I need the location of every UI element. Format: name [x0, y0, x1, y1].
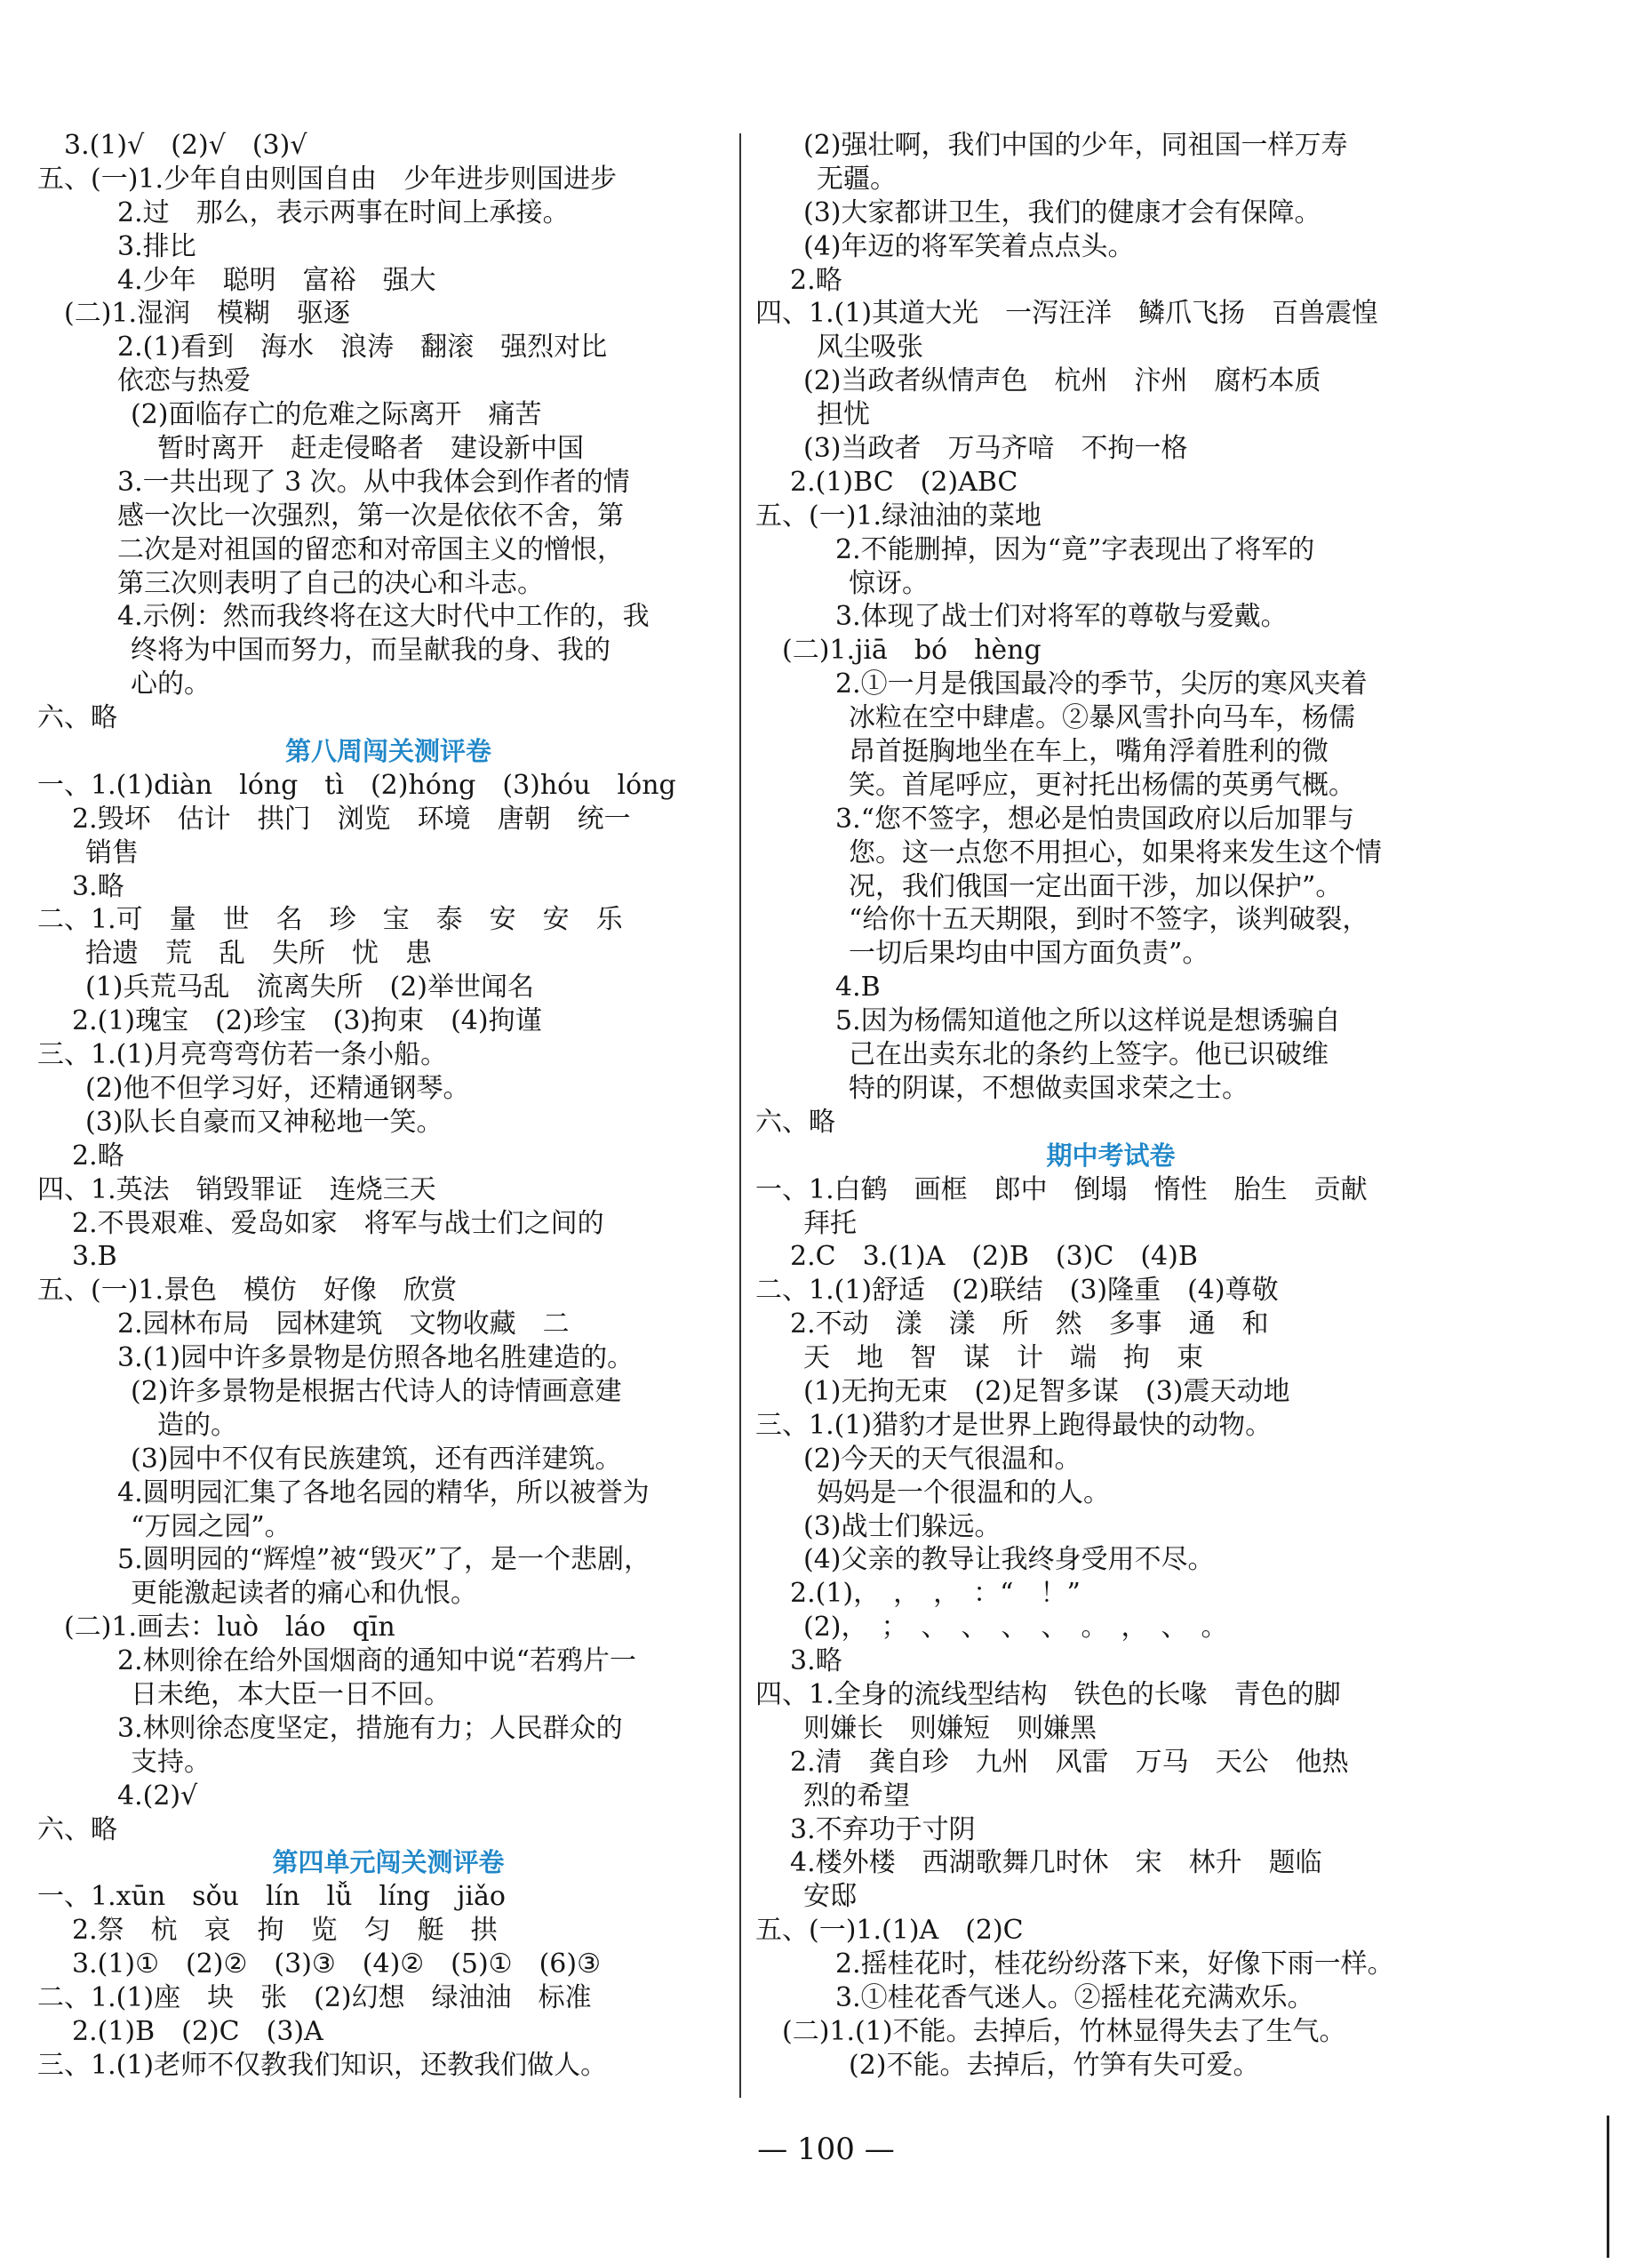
answer-line: 2.略 [72, 1140, 124, 1172]
answer-line: 3.体现了战士们对将军的尊敬与爱戴。 [835, 601, 1288, 633]
answer-line: 四、1.全身的流线型结构 铁色的长喙 青色的脚 [755, 1678, 1341, 1710]
answer-line: 2.①一月是俄国最冷的季节，尖厉的寒风夹着 [835, 668, 1368, 700]
answer-line: (二)1.湿润 模糊 驱逐 [64, 298, 351, 330]
answer-line: 销售 [85, 836, 139, 868]
answer-line: “给你十五天期限，到时不签字，谈判破裂， [849, 904, 1369, 936]
answer-line: 五、(一)1.景色 模仿 好像 欣赏 [37, 1275, 458, 1307]
answer-line: (1)无拘无束 (2)足智多谋 (3)震天动地 [803, 1375, 1290, 1407]
answer-line: 则嫌长 则嫌短 则嫌黑 [803, 1712, 1097, 1744]
answer-line: 一、1.xūn sǒu lín lǚ líng jiǎo [37, 1881, 506, 1913]
answer-line: 2.(1)瑰宝 (2)珍宝 (3)拘束 (4)拘谨 [72, 1005, 542, 1037]
section-heading: 第四单元闯关测评卷 [272, 1847, 505, 1878]
answer-line: 风尘吸张 [817, 332, 923, 364]
answer-line: 感一次比一次强烈，第一次是依依不舍，第 [117, 500, 624, 532]
left-column [37, 129, 739, 2083]
answer-line: (3)大家都讲卫生，我们的健康才会有保障。 [803, 196, 1321, 228]
answer-line: (2)当政者纵情声色 杭州 汴州 腐朽本质 [803, 365, 1321, 397]
answer-line: 5.因为杨儒知道他之所以这样说是想诱骗自 [835, 1005, 1341, 1037]
answer-line: 4.示例：然而我终将在这大时代中工作的，我 [117, 601, 650, 633]
answer-line: 五、(一)1.(1)A (2)C [755, 1915, 1024, 1947]
answer-line: 2.C 3.(1)A (2)B (3)C (4)B [790, 1241, 1198, 1273]
answer-line: 六、略 [37, 1813, 117, 1845]
answer-line: 2.毁坏 估计 拱门 浏览 环境 唐朝 统一 [72, 803, 631, 835]
answer-line: 造的。 [157, 1409, 237, 1441]
answer-line: 2.过 那么，表示两事在时间上承接。 [117, 196, 570, 228]
answer-line: 第三次则表明了自己的决心和斗志。 [117, 567, 544, 599]
answer-line: 2.祭 杭 哀 拘 览 匀 艇 拱 [72, 1915, 498, 1947]
answer-line: (2)面临存亡的危难之际离开 痛苦 [131, 399, 542, 431]
answer-line: 2.清 龚自珍 九州 风雷 万马 天公 他热 [790, 1746, 1349, 1778]
answer-line: 3.一共出现了 3 次。从中我体会到作者的情 [117, 466, 630, 498]
answer-line: (3)战士们躲远。 [803, 1510, 1002, 1542]
answer-line: 特的阴谋，不想做卖国求荣之士。 [849, 1072, 1249, 1104]
answer-line: 惊讶。 [849, 567, 929, 599]
answer-line: 一切后果均由中国方面负责”。 [849, 938, 1209, 970]
answer-line: 三、1.(1)月亮弯弯仿若一条小船。 [37, 1039, 448, 1071]
answer-line: 二、1.可 量 世 名 珍 宝 泰 安 安 乐 [37, 904, 623, 936]
answer-line: 2.不能删掉，因为“竟”字表现出了将军的 [835, 533, 1315, 565]
answer-line: (3)当政者 万马齐喑 不拘一格 [803, 433, 1188, 465]
answer-line: 3.B [72, 1241, 117, 1273]
answer-line: 六、略 [755, 1106, 835, 1138]
section-heading: 期中考试卷 [1046, 1140, 1176, 1171]
answer-line: 拜托 [803, 1207, 857, 1239]
answer-line: 二次是对祖国的留恋和对帝国主义的憎恨， [117, 533, 624, 565]
answer-line: 暂时离开 赶走侵略者 建设新中国 [157, 433, 584, 465]
answer-line: (2)许多景物是根据古代诗人的诗情画意建 [131, 1375, 622, 1407]
answer-line: 心的。 [131, 668, 211, 700]
answer-line: 3.“您不签字，想必是怕贵国政府以后加罪与 [835, 803, 1354, 835]
answer-line: 您。这一点您不用担心，如果将来发生这个情 [849, 836, 1382, 868]
answer-line: 2.(1)看到 海水 浪涛 翻滚 强烈对比 [117, 332, 608, 364]
answer-line: 4.圆明园汇集了各地名园的精华，所以被誉为 [117, 1476, 650, 1508]
answer-line: 支持。 [131, 1746, 211, 1778]
answer-line: (二)1.画去：luò láo qīn [64, 1612, 395, 1644]
answer-line: 一、1.白鹤 画框 郎中 倒塌 惰性 胎生 贡献 [755, 1173, 1368, 1205]
answer-line: 3.不弃功于寸阴 [790, 1813, 976, 1845]
edge-mark [1607, 2116, 1609, 2258]
answer-line: 3.略 [790, 1645, 842, 1677]
answer-line: 2.不畏艰难、爱岛如家 将军与战士们之间的 [72, 1207, 604, 1239]
answer-line: 妈妈是一个很温和的人。 [817, 1476, 1110, 1508]
answer-line: 四、1.(1)其道大光 一泻汪洋 鳞爪飞扬 百兽震惶 [755, 298, 1379, 330]
answer-line: 五、(一)1.绿油油的菜地 [755, 500, 1042, 532]
answer-line: 三、1.(1)老师不仅教我们知识，还教我们做人。 [37, 2049, 608, 2081]
answer-line: 拾遗 荒 乱 失所 忧 患 [85, 938, 432, 970]
answer-line: 日未绝，本大臣一日不回。 [131, 1678, 451, 1710]
answer-line: (4)年迈的将军笑着点点头。 [803, 230, 1135, 262]
answer-line: “万园之园”。 [131, 1510, 291, 1542]
answer-line: 二、1.(1)舒适 (2)联结 (3)隆重 (4)尊敬 [755, 1275, 1279, 1307]
answer-line: 担忧 [817, 399, 870, 431]
answer-line: 3.排比 [117, 230, 196, 262]
answer-line: (二)1.jiā bó hèng [782, 635, 1041, 667]
answer-line: 5.圆明园的“辉煌”被“毁灭”了，是一个悲剧， [117, 1544, 650, 1576]
answer-line: 烈的希望 [803, 1780, 910, 1812]
page-number: — 100 — [757, 2132, 895, 2167]
answer-line: 2.林则徐在给外国烟商的通知中说“若鸦片一 [117, 1645, 636, 1677]
answer-line: 况，我们俄国一定出面干涉，加以保护”。 [849, 870, 1343, 902]
answer-line: (2)今天的天气很温和。 [803, 1443, 1081, 1475]
answer-line: (二)1.(1)不能。去掉后，竹林显得失去了生气。 [782, 2015, 1346, 2047]
answer-line: 4.B [835, 972, 881, 1004]
answer-line: (2)强壮啊，我们中国的少年，同祖国一样万寿 [803, 130, 1348, 161]
answer-line: 冰粒在空中肆虐。②暴风雪扑向马车，杨儒 [849, 702, 1355, 734]
section-heading: 第八周闯关测评卷 [284, 736, 491, 767]
answer-line: 依恋与热爱 [117, 365, 251, 397]
answer-line: 昂首挺胸地坐在车上，嘴角浮着胜利的微 [849, 736, 1329, 768]
answer-line: (2)不能。去掉后，竹笋有失可爱。 [849, 2049, 1260, 2081]
answer-line: 4.少年 聪明 富裕 强大 [117, 264, 436, 296]
answer-line: 2.不动 漾 漾 所 然 多事 通 和 [790, 1308, 1269, 1340]
answer-line: 安邸 [803, 1881, 857, 1913]
answer-line: (1)兵荒马乱 流离失所 (2)举世闻名 [85, 972, 534, 1004]
answer-line: (2)， ； 、 、 、 、 。 ， 、 。 [803, 1612, 1228, 1644]
answer-line: 4.楼外楼 西湖歌舞几时休 宋 林升 题临 [790, 1847, 1322, 1879]
answer-line: 2.(1)BC (2)ABC [790, 466, 1018, 498]
answer-line: 笑。首尾呼应，更衬托出杨儒的英勇气概。 [849, 769, 1355, 801]
answer-line: (4)父亲的教导让我终身受用不尽。 [803, 1544, 1215, 1576]
answer-line: 五、(一)1.少年自由则国自由 少年进步则国进步 [37, 163, 618, 195]
answer-line: 一、1.(1)diàn lóng tì (2)hóng (3)hóu lóng [37, 769, 676, 801]
answer-line: (3)园中不仅有民族建筑，还有西洋建筑。 [131, 1443, 622, 1475]
answer-line: 3.略 [72, 870, 124, 902]
answer-line: 2.(1)， ， ， ：“ ！” [790, 1578, 1081, 1610]
answer-line: 3.林则徐态度坚定，措施有力；人民群众的 [117, 1712, 623, 1744]
answer-line: 3.(1)① (2)② (3)③ (4)② (5)① (6)③ [72, 1948, 601, 1980]
answer-line: 天 地 智 谋 计 端 拘 束 [803, 1342, 1203, 1374]
right-column [755, 129, 1466, 2083]
answer-line: 2.略 [790, 264, 842, 296]
answer-line: 终将为中国而努力，而呈献我的身、我的 [131, 635, 611, 667]
answer-line: 更能激起读者的痛心和仇恨。 [131, 1578, 477, 1610]
answer-line: 3.(1)√ (2)√ (3)√ [64, 130, 307, 161]
answer-line: 2.(1)B (2)C (3)A [72, 2015, 323, 2047]
column-divider [739, 133, 741, 2098]
answer-line: 无疆。 [817, 163, 897, 195]
answer-line: 4.(2)√ [117, 1780, 198, 1812]
answer-line: (2)他不但学习好，还精通钢琴。 [85, 1072, 470, 1104]
answer-line: 3.(1)园中许多景物是仿照各地名胜建造的。 [117, 1342, 634, 1374]
answer-line: 2.园林布局 园林建筑 文物收藏 二 [117, 1308, 570, 1340]
answer-line: 2.摇桂花时，桂花纷纷落下来，好像下雨一样。 [835, 1948, 1394, 1980]
answer-line: 3.①桂花香气迷人。②摇桂花充满欢乐。 [835, 1981, 1314, 2013]
answer-line: 三、1.(1)猎豹才是世界上跑得最快的动物。 [755, 1409, 1273, 1441]
answer-line: 二、1.(1)座 块 张 (2)幻想 绿油油 标准 [37, 1981, 592, 2013]
answer-line: 六、略 [37, 702, 117, 734]
answer-line: 四、1.英法 销毁罪证 连烧三天 [37, 1173, 436, 1205]
answer-line: (3)队长自豪而又神秘地一笑。 [85, 1106, 443, 1138]
answer-line: 己在出卖东北的条约上签字。他已识破维 [849, 1039, 1329, 1071]
